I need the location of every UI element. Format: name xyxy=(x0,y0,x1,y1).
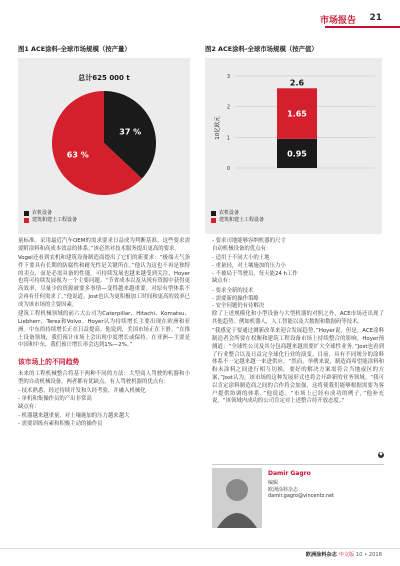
legend-swatch xyxy=(211,211,216,216)
header-rule xyxy=(325,26,400,28)
list-item: - 单机和集操作员的产出非常高 xyxy=(18,395,92,402)
paragraph: Vogel还看到农机和建筑设备制造商提出了它们的新要求：“极端天气条件下要具有长期的防腐性和耐光性是关键所在。”他认为这也不再是独特的卖点，而是必需具备的性能。可持续发展也越来越受到关注，Hoyer也将可持续发展视为一个主要问题。“节省成本以及从现有资源中获得更高效率，尽量少的资源被要多事情—变得越来越重要。对原有型体系不会再有任何需求了，”他说道。Jost也认为更积极加工时间和更高的效率已成为该市场的主要因素。 xyxy=(18,255,190,308)
bullet-list xyxy=(18,413,190,429)
legend-swatch xyxy=(24,218,29,223)
author-name: Damir Gagro xyxy=(268,470,311,477)
bullet-list xyxy=(212,288,384,311)
bar-value-label: 0.95 xyxy=(287,149,307,159)
legend-swatch xyxy=(211,218,216,223)
end-of-article-icon: ◆ xyxy=(379,452,383,457)
y-tick-label: 2 xyxy=(226,104,230,111)
bar-legend xyxy=(211,210,264,224)
paragraph: 自动机械设备的优点有： xyxy=(212,245,272,252)
paragraph: 缺点有： xyxy=(212,278,234,285)
y-axis-label: 10亿欧元 xyxy=(215,116,221,140)
figure-2-title: 图2 ACE涂料-全球市场规模（按产值） xyxy=(205,45,318,53)
author-role: 编辑 xyxy=(268,480,279,486)
person-silhouette-icon xyxy=(212,468,262,528)
article-left-column xyxy=(18,238,190,429)
footer-rule xyxy=(0,548,400,549)
paragraph: 未来的工程机械整合将基于两种不同的方法：大型商人驾驶的机器和小型的自动机械设备，两者都有优缺点。有人驾驶机器的优点有： xyxy=(18,370,190,385)
pie-slice-label: 37 % xyxy=(119,127,142,137)
list-item: - 需要新的操作策略 xyxy=(212,295,259,302)
pie-slice-label: 63 % xyxy=(66,150,89,160)
list-item: - 适用于不同大小的土地 xyxy=(212,255,270,262)
bullet-list xyxy=(18,388,190,404)
y-tick-label: 1 xyxy=(226,135,230,142)
footer-issue: 10 • 2018 xyxy=(355,552,382,558)
legend-item xyxy=(24,217,77,224)
list-item: - 要求全新的技术 xyxy=(212,287,254,294)
list-item: - 重量轻，对土壤施加的压力小 xyxy=(212,262,286,269)
legend-label: 农机设备 xyxy=(219,210,240,216)
footer-brand: 欧洲涂料杂志 xyxy=(305,552,337,558)
figure-1-panel xyxy=(18,58,190,234)
list-item: - 技术熟悉，经过持续开发和久经考验，并融入机械化 xyxy=(18,388,146,395)
y-tick-label: 0 xyxy=(226,166,230,172)
figure-2-panel xyxy=(205,58,382,234)
pie-title: 总计625 000 t xyxy=(78,74,130,82)
y-tick-label: 3 xyxy=(226,74,230,80)
legend-item xyxy=(211,210,264,217)
footer xyxy=(306,551,382,558)
list-item: - 要求司地能够容纳机器的尺寸 xyxy=(212,238,286,244)
legend-label: 建筑和建土工程设备 xyxy=(32,217,78,223)
section-subheading: 该市场上的不同趋势 xyxy=(18,358,80,367)
bar-chart xyxy=(205,58,382,234)
author-email[interactable]: damir.gagro@vincentz.net xyxy=(268,493,334,499)
list-item: - 需要训练有素和积极主动的操作员 xyxy=(18,420,103,427)
page-number: 21 xyxy=(369,13,382,23)
list-item: - 机器越来越重量，对土壤施加的压力越来越大 xyxy=(18,412,130,419)
paragraph: 量标准。采用最近汽车OEM的需求要求日益成为判断基准。这些要求需要附涂料和高成本效益的体系，”该必然对技术服务提出更高的要求。 xyxy=(18,238,190,252)
article-right-column xyxy=(212,238,384,408)
paragraph: 除了上述规模化和小型设备与大型机器的对照之外，ACE市场还出现了其他趋势。例如机器人，人工智能以及大数据和数据码等技术。 xyxy=(212,311,384,325)
list-item: - 安全问题仍有待解决 xyxy=(212,303,265,310)
pie-legend xyxy=(24,210,77,224)
bullet-list xyxy=(212,238,384,246)
legend-label: 农机设备 xyxy=(32,210,53,216)
bullet-list xyxy=(212,255,384,278)
footer-edition: 中文版 xyxy=(338,552,355,558)
section-title: 市场报告 xyxy=(319,16,356,26)
paragraph: 建筑工程机械领域的前六大公司为Caterpillar、Hitachi、Komatsu、Liebherr、Terex和Volvo。Hoyer认为持续增长主要出现在欧洲和亚洲。中东的持续增长正在日益提高。他说到，美国市场正在下滑。“在推土设备领域，我们预计市场上会出现中度增长或保持。在亚洲—主要是中国和中东，我们预计增长率会达到1%—2%。” xyxy=(18,311,190,349)
bar-total-label: 2.6 xyxy=(289,78,305,88)
figure-1-title: 图1 ACE涂料-全球市场规模（按产量） xyxy=(18,45,131,53)
legend-swatch xyxy=(24,211,29,216)
legend-item xyxy=(211,217,264,224)
pie-chart xyxy=(18,58,190,234)
list-item: - 不被局于驾驶员，每天能24 h工作 xyxy=(212,270,298,277)
legend-item xyxy=(24,210,77,217)
bar-value-label: 1.65 xyxy=(287,109,307,119)
paragraph: “我感觉于要通过测新改革来迎合发展趋势，”Hoyer说，但是，ACE涂料制造者会所要在权衡和建筑工程设备市场上持续整合的影响。Hoyer预测道：“全球性公司及其分包商越来越需要扩大全球性业务。”Jost也看到了行业整合以及日益完全球化行业的演变。目前，具有不同规分的涂料体系不一定越来越一来进供应。“然而，举例来说，制造商希望能涂料和粉末涂料之间进行相互切换。要好的解决方案需符合当地或区的方案，”Jost认为，该市场的这种发展形式也将会开辟新的业务领域。“我可以肯定涂料制造商之间的合作将会加强，这将使我们能够根据需要为客户提供协调的体系，”他说道。“市场上已经有成功的例子，”他补充说，“该领域内成功的公司肯定对上述整合持开放态度。” xyxy=(212,328,384,405)
author-organization: 欧洲涂料杂志 xyxy=(268,487,299,493)
author-photo xyxy=(212,468,262,528)
legend-label: 建筑和建土工程设备 xyxy=(219,217,265,223)
paragraph: 缺点有： xyxy=(18,403,40,410)
